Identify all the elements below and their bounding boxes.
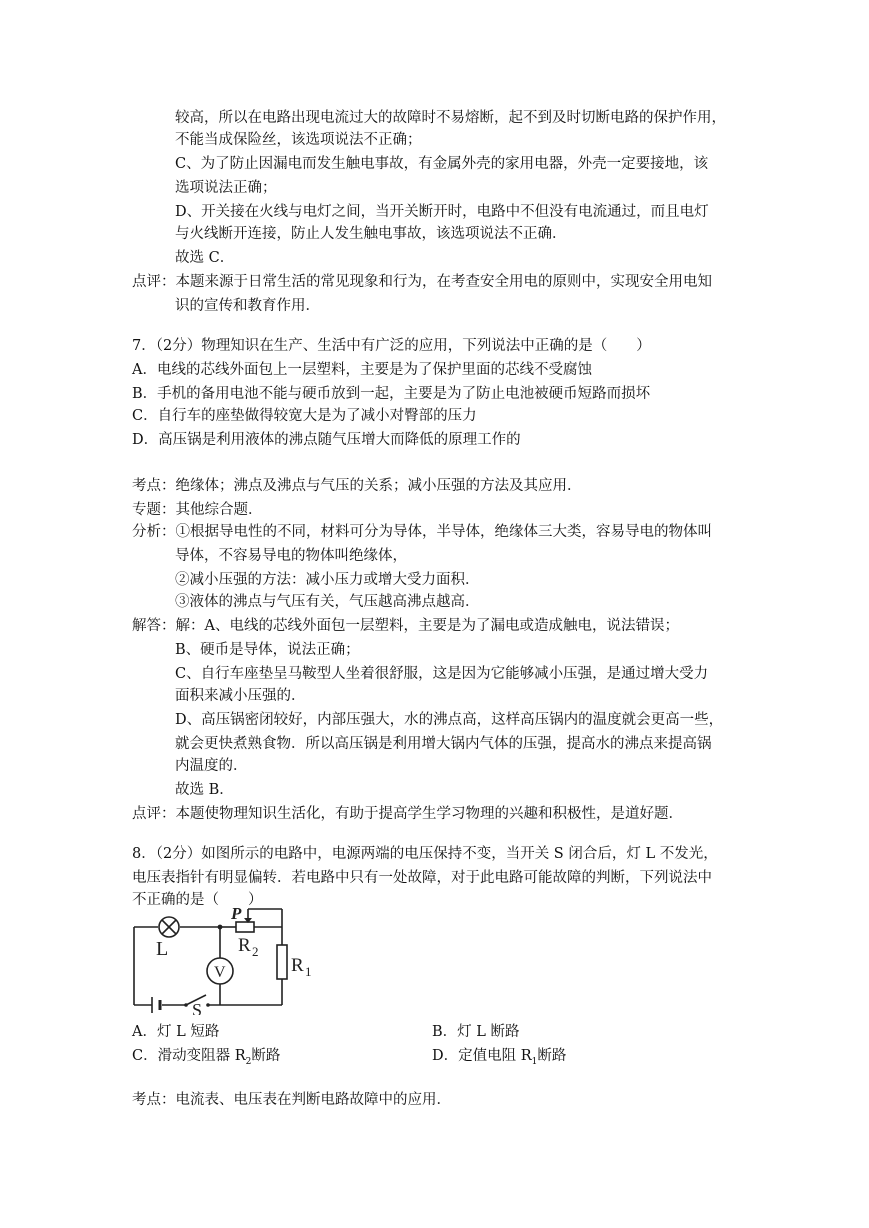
text-line: 较高，所以在电路出现电流过大的故障时不易熔断，起不到及时切断电路的保护作用， [175,110,726,126]
q7-option-b: B．手机的备用电池不能与硬币放到一起，主要是为了防止电池被硬币短路而损坏 [132,386,651,402]
question-8-stem: 不正确的是（ ） [132,892,263,908]
q7-option-d: D．高压锅是利用液体的沸点随气压增大而降低的原理工作的 [132,432,521,448]
label-r2: R [238,935,251,956]
q7-solution: 就会更快煮熟食物．所以高压锅是利用增大锅内气体的压强，提高水的沸点来提高锅 [175,736,712,752]
label-r2-sub: 2 [252,944,259,959]
q7-option-c: C．自行车的座垫做得较宽大是为了减小对臀部的压力 [132,408,477,424]
lamp-icon [159,917,179,937]
q7-analysis: 分析：①根据导电性的不同，材料可分为导体，半导体，绝缘体三大类，容易导电的物体叫 [132,524,712,540]
text-line: 不能当成保险丝，该选项说法不正确； [175,132,422,148]
q7-option-a: A．电线的芯线外面包上一层塑料，主要是为了保护里面的芯线不受腐蚀 [132,362,592,378]
text-line: 与火线断开连接，防止人发生触电事故，该选项说法不正确． [175,226,567,242]
text-line: D、开关接在火线与电灯之间，当开关断开时，电路中不但没有电流通过，而且电灯 [175,204,709,220]
resistor-r1 [277,945,287,979]
resistor-r2 [236,922,254,932]
q7-analysis: ③液体的沸点与气压有关，气压越高沸点越高． [175,594,480,610]
q7-zhuanti: 专题：其他综合题． [132,502,263,518]
q8-kaodian: 考点：电流表、电压表在判断电路故障中的应用． [132,1092,451,1108]
battery-icon [152,997,160,1013]
label-slider: P [231,905,242,923]
text-line: 故选 C． [175,250,235,266]
q7-solution: B、硬币是导体，说法正确； [175,642,360,658]
q8-option-a: A．灯 L 短路 [132,1024,220,1040]
q7-kaodian: 考点：绝缘体；沸点及沸点与气压的关系；减小压强的方法及其应用． [132,478,582,494]
q7-solution: 解答：解：A、电线的芯线外面包一层塑料，主要是为了漏电或造成触电，说法错误； [132,618,679,634]
q8-option-b: B．灯 L 断路 [432,1024,520,1040]
q8-option-c: C．滑动变阻器 $R_2$断路 [132,1048,281,1067]
q7-analysis: 导体，不容易导电的物体叫绝缘体， [175,548,407,564]
comment-line: 识的宣传和教育作用． [175,298,320,314]
text-line: C、为了防止因漏电而发生触电事故，有金属外壳的家用电器，外壳一定要接地，该 [175,156,709,172]
q7-solution: 故选 B． [175,782,234,798]
q7-analysis: ②减小压强的方法：减小压力或增大受力面积． [175,572,480,588]
q7-comment: 点评：本题使物理知识生活化，有助于提高学生学习物理的兴趣和积极性，是道好题． [132,806,683,822]
question-8-stem: 电压表指针有明显偏转．若电路中只有一处故障，对于此电路可能故障的判断，下列说法中 [132,870,712,886]
q7-solution: C、自行车座垫呈马鞍型人坐着很舒服，这是因为它能够减小压强，是通过增大受力 [175,666,709,682]
q7-solution: D、高压锅密闭较好，内部压强大，水的沸点高，这样高压锅内的温度就会更高一些， [175,712,724,728]
label-r1: R [291,955,304,976]
label-r1-sub: 1 [305,964,312,979]
circuit-diagram [128,905,328,1015]
q7-solution: 内温度的． [175,758,248,774]
label-voltmeter: V [214,964,226,981]
q8-option-d: D．定值电阻 $R_1$断路 [432,1048,567,1067]
q7-solution: 面积来减小压强的． [175,688,306,704]
text-line: 选项说法正确； [175,180,277,196]
label-switch: S [192,1000,203,1015]
label-lamp: L [156,938,169,960]
question-7-stem: 7．（2分）物理知识在生产、生活中有广泛的应用，下列说法中正确的是（ ） [132,338,651,354]
comment-line: 点评：本题来源于日常生活的常见现象和行为，在考查安全用电的原则中，实现安全用电知 [132,274,712,290]
question-8-stem: 8．（2分）如图所示的电路中，电源两端的电压保持不变，当开关 S 闭合后，灯 L 不发光， [132,846,718,862]
junction-dot [218,925,223,930]
